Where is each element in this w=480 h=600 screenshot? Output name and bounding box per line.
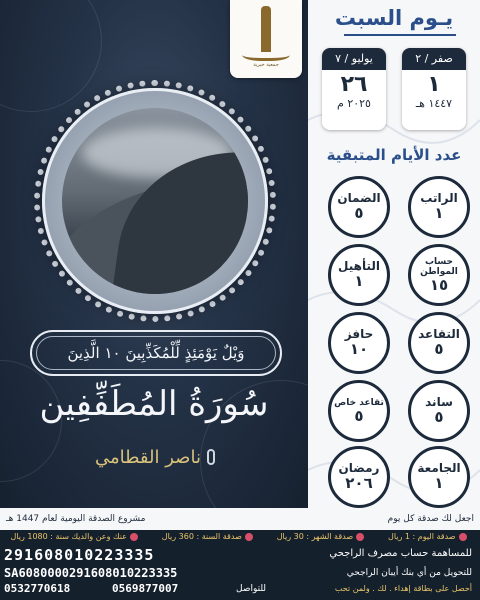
- counter-citizen-account: [408, 244, 470, 306]
- iban-label: للتحويل من أي بنك أيبان الراجحي: [346, 568, 472, 578]
- counter-value: ٥: [434, 408, 444, 426]
- verse-text: وَيْلٌ يَوْمَئِذٍ لِّلْمُكَذِّبِينَ ١٠ الَّذِينَ: [67, 344, 245, 362]
- counter-value: ١٠: [349, 340, 369, 358]
- hijri-year: ١٤٤٧ هـ: [415, 97, 453, 110]
- counter-label: تقاعد خاص: [334, 397, 384, 408]
- microphone-icon: [207, 449, 215, 465]
- phone-number[interactable]: 0532770618: [4, 582, 71, 595]
- gregorian-month: يوليو / ٧: [322, 48, 386, 70]
- hijri-month: صفر / ٢: [402, 48, 466, 70]
- amount-family: عنك وعن والديك سنة : 1080 ريال: [10, 532, 140, 546]
- promo-right: اجعل لك صدقة كل يوم: [387, 514, 474, 524]
- counter-value: ١: [434, 474, 444, 492]
- counter-university: [408, 446, 470, 508]
- divider: [344, 34, 456, 36]
- promo-strip: [0, 508, 480, 530]
- gregorian-date-card: [322, 48, 386, 130]
- calendar-panel: [308, 0, 480, 512]
- amount-year: صدقة السنة : 360 ريال: [162, 532, 256, 546]
- reciter-name: ناصر القطامي: [95, 446, 201, 468]
- surah-title: سُورَةُ المُطَفِّفِين: [39, 384, 269, 424]
- bullet-icon: [459, 533, 467, 541]
- counter-label: التأهيل: [338, 259, 380, 273]
- donation-footer: [0, 530, 480, 600]
- counter-label: رمضان: [338, 461, 380, 475]
- counter-retirement: [408, 312, 470, 374]
- counter-label: حافز: [344, 327, 374, 341]
- counter-value: ٥: [434, 340, 444, 358]
- bullet-icon: [130, 533, 138, 541]
- counter-label: الراتب: [420, 191, 458, 205]
- verse-cartouche: [30, 330, 282, 376]
- book-icon: [242, 46, 290, 61]
- amount-month: صدقة الشهر : 30 ريال: [277, 532, 367, 546]
- counter-value: ١: [354, 272, 364, 290]
- counter-private-retirement: [328, 380, 390, 442]
- logo: [230, 0, 302, 78]
- account-number[interactable]: 291608010223335: [4, 546, 155, 564]
- counter-label: التقاعد: [418, 327, 460, 341]
- contact-label: للتواصل: [236, 584, 267, 594]
- counter-salary: [408, 176, 470, 238]
- account-title: للمساهمة حساب مصرف الراجحي: [329, 548, 472, 559]
- bullet-icon: [356, 533, 364, 541]
- logo-text: جمعية خيرية: [253, 62, 279, 68]
- counter-value: ٥: [354, 406, 364, 425]
- phone-number[interactable]: 0569877007: [112, 582, 179, 595]
- counter-label: حساب المواطن: [420, 256, 458, 277]
- day-title: يـوم السبت: [334, 6, 454, 30]
- counter-label: ساند: [425, 395, 453, 409]
- counter-value: ١٥: [429, 275, 449, 294]
- counter-value: ٥: [354, 204, 364, 222]
- amount-day: صدقة اليوم : 1 ريال: [388, 532, 470, 546]
- gregorian-year: ٢٠٢٥ م: [337, 97, 371, 110]
- counter-social-security: [328, 176, 390, 238]
- counter-label: الجامعة: [417, 461, 461, 475]
- decor-circle: [0, 0, 102, 112]
- iban-number[interactable]: SA6080000291608010223335: [4, 566, 178, 580]
- reciter: [90, 442, 220, 472]
- counter-value: ١: [434, 204, 444, 222]
- promo-left: مشروع الصدقة اليومية لعام 1447 هـ: [6, 514, 146, 524]
- counter-saned: [408, 380, 470, 442]
- counter-ramadan: [328, 446, 390, 508]
- counter-hafiz: [328, 312, 390, 374]
- landscape-image: [62, 108, 248, 294]
- donation-amounts: [0, 532, 480, 546]
- counter-label: الضمان: [337, 191, 381, 205]
- counter-rehabilitation: [328, 244, 390, 306]
- gift-card-label: أحصل على بطاقة إهداء . لك . ولمن تحب: [334, 584, 472, 593]
- hijri-date-card: [402, 48, 466, 130]
- counter-value: ٢٠٦: [345, 474, 373, 492]
- gregorian-day: ٢٦: [340, 72, 368, 97]
- hijri-day: ١: [427, 72, 441, 97]
- remaining-days-title: عدد الأيام المتبقية: [326, 146, 462, 164]
- bullet-icon: [245, 533, 253, 541]
